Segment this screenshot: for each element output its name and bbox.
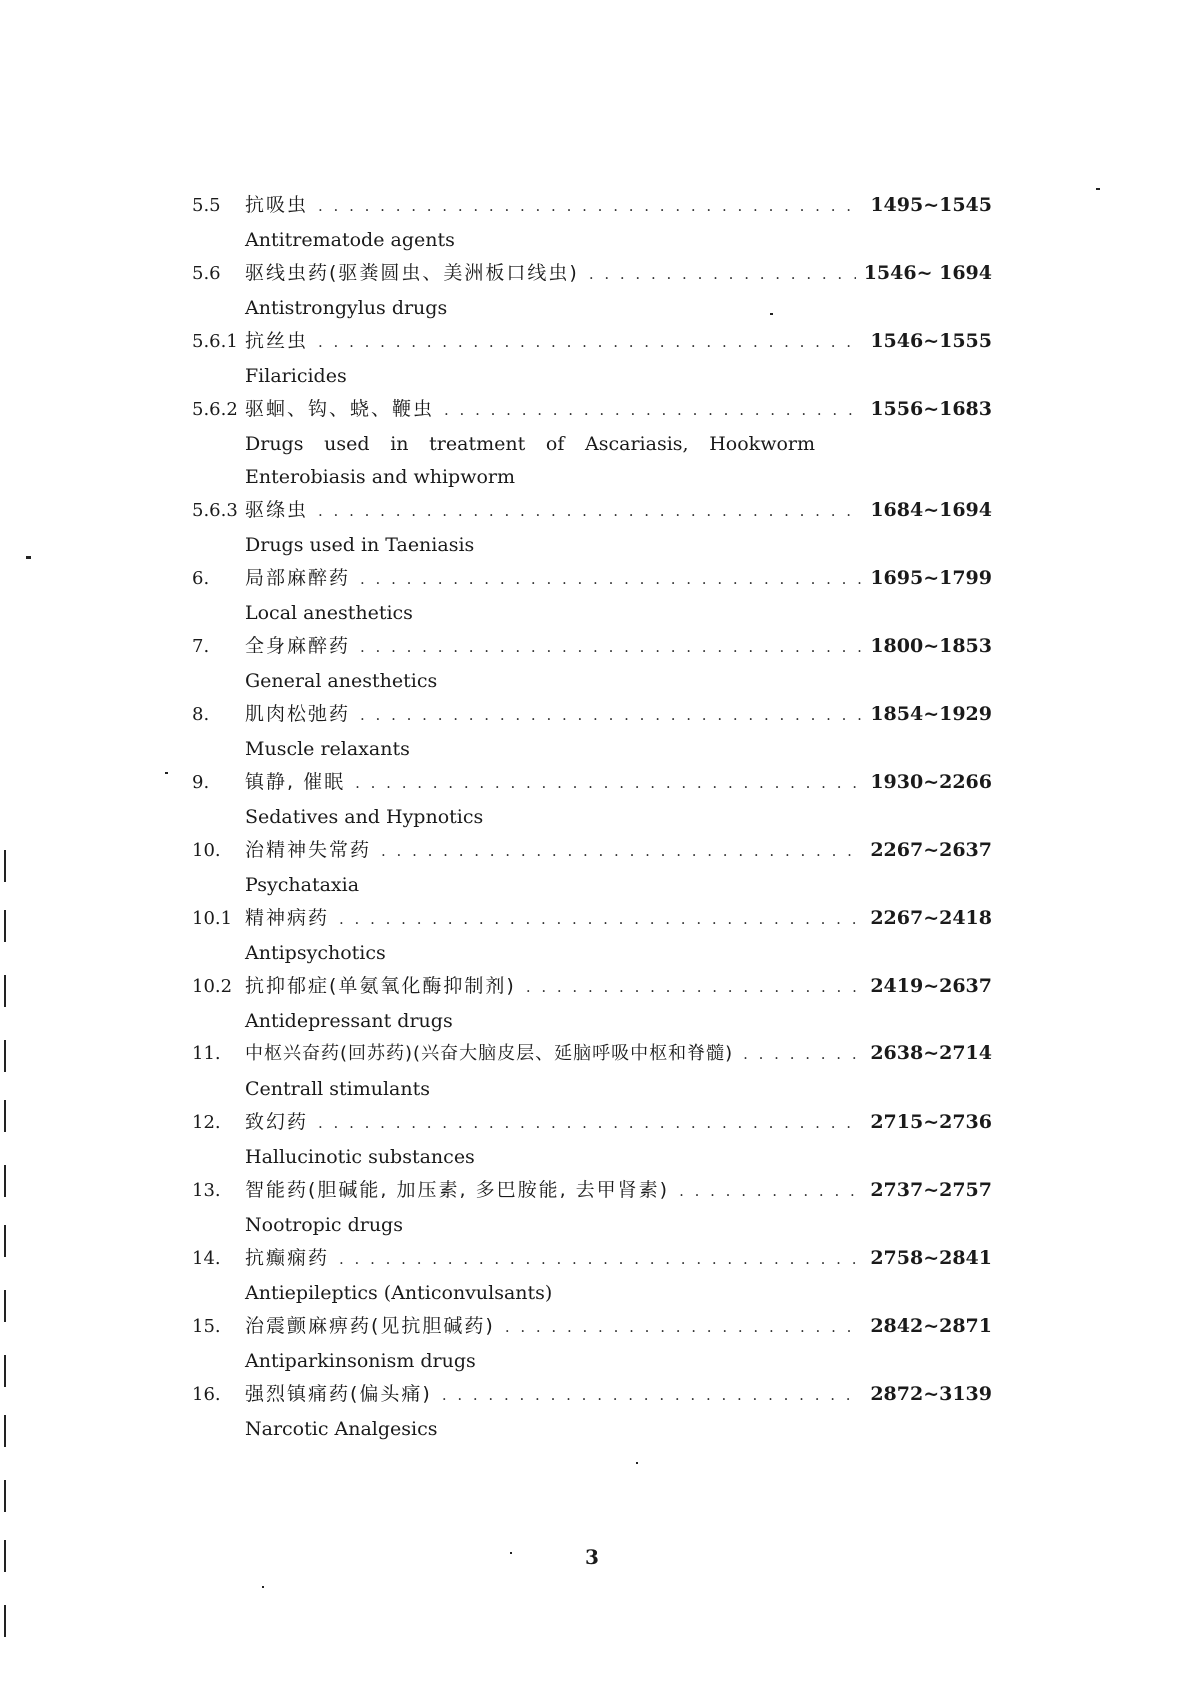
toc-entry: [192, 1039, 992, 1107]
toc-page-range: 1546~ 1694: [863, 262, 992, 284]
toc-title-en: Muscle relaxants: [245, 738, 410, 760]
toc-title-en: Antiepileptics (Anticonvulsants): [245, 1282, 553, 1304]
toc-number: 8.: [192, 704, 210, 725]
toc-number: 9.: [192, 772, 210, 793]
toc-entry: [192, 394, 992, 495]
dot-leader: [679, 1182, 862, 1200]
toc-number: 16.: [192, 1384, 221, 1405]
dot-leader: [360, 706, 862, 724]
dot-leader: [318, 197, 862, 215]
toc-title-zh: 抗丝虫: [245, 330, 309, 352]
toc-title-en: Local anesthetics: [245, 602, 413, 624]
toc-title-zh: 致幻药: [245, 1111, 309, 1133]
toc-title-en: Centrall stimulants: [245, 1078, 430, 1100]
toc-title-en: Antistrongylus drugs: [245, 297, 448, 319]
toc-title-en: Nootropic drugs: [245, 1214, 403, 1236]
toc-number: 11.: [192, 1043, 221, 1064]
toc-page-range: 2872~3139: [870, 1383, 992, 1405]
scan-artifact-speck: [26, 556, 31, 559]
toc-entry: [192, 326, 992, 394]
toc-title-zh: 抗抑郁症(单氨氧化酶抑制剂): [245, 975, 516, 997]
toc-page-range: 2267~2637: [870, 839, 992, 861]
scan-artifact-speck: [165, 772, 168, 774]
scan-artifact-mark: [4, 1100, 6, 1132]
toc-page-range: 2267~2418: [870, 907, 992, 929]
page-number: 3: [585, 1545, 599, 1569]
scan-artifact-mark: [4, 1480, 6, 1512]
toc-page-range: 1684~1694: [870, 499, 992, 521]
toc-title-en: Narcotic Analgesics: [245, 1418, 438, 1440]
toc-title-en: Drugs used in Taeniasis: [245, 534, 475, 556]
scan-artifact-mark: [4, 1605, 6, 1637]
toc-title-zh: 强烈镇痛药(偏头痛): [245, 1383, 432, 1405]
dot-leader: [360, 638, 862, 656]
toc-entry: [192, 563, 992, 631]
toc-page-range: 2419~2637: [870, 975, 992, 997]
dot-leader: [442, 1386, 862, 1404]
toc-entry: [192, 1175, 992, 1243]
toc-title-zh: 抗癫痫药: [245, 1247, 330, 1269]
toc-entry: [192, 835, 992, 903]
toc-title-en: Drugs used in treatment of Ascariasis, Hookworm Enterobiasis and whipworm: [245, 433, 815, 488]
scan-artifact-speck: [1096, 188, 1100, 190]
toc-entry: [192, 190, 992, 258]
toc-entry: [192, 971, 992, 1039]
toc-page-range: 1495~1545: [870, 194, 992, 216]
toc-entry: [192, 258, 992, 326]
toc-title-en: Antidepressant drugs: [245, 1010, 453, 1032]
scan-artifact-mark: [4, 975, 6, 1007]
toc-title-zh: 中枢兴奋药(回苏药)(兴奋大脑皮层、延脑呼吸中枢和脊髓): [245, 1043, 734, 1064]
toc-number: 14.: [192, 1248, 221, 1269]
toc-number: 7.: [192, 636, 210, 657]
scan-artifact-speck: [510, 1552, 512, 1554]
toc-title-zh: 治震颤麻痹药(见抗胆碱药): [245, 1315, 495, 1337]
dot-leader: [526, 978, 862, 996]
toc-entry: [192, 1107, 992, 1175]
toc-page-range: 2758~2841: [870, 1247, 992, 1269]
toc-number: 15.: [192, 1316, 221, 1337]
toc-title-en: Hallucinotic substances: [245, 1146, 475, 1168]
toc-title-zh: 驱蛔、钩、蛲、鞭虫: [245, 398, 435, 420]
toc-number: 6.: [192, 568, 210, 589]
scan-artifact-speck: [770, 313, 773, 315]
toc-page-range: 1546~1555: [870, 330, 992, 352]
toc-page-range: 2737~2757: [870, 1179, 992, 1201]
dot-leader: [318, 333, 862, 351]
toc-title-zh: 治精神失常药: [245, 839, 372, 861]
toc-number: 10.: [192, 840, 221, 861]
toc-title-zh: 肌肉松弛药: [245, 703, 351, 725]
toc-page-range: 1800~1853: [870, 635, 992, 657]
toc-title-zh: 全身麻醉药: [245, 635, 351, 657]
scan-artifact-mark: [4, 1540, 6, 1572]
toc-title-zh: 精神病药: [245, 907, 330, 929]
toc-page-range: 1930~2266: [870, 771, 992, 793]
toc-title-en: Antitrematode agents: [245, 229, 455, 251]
toc-page-range: 2842~2871: [870, 1315, 992, 1337]
toc-title-zh: 驱绦虫: [245, 499, 309, 521]
toc-number: 5.6.3: [192, 500, 238, 521]
toc-page-range: 1556~1683: [870, 398, 992, 420]
toc-number: 5.6.1: [192, 331, 238, 352]
scan-artifact-mark: [4, 910, 6, 942]
toc-number: 10.2: [192, 976, 233, 997]
scan-artifact-mark: [4, 1040, 6, 1072]
toc-page-range: 1854~1929: [870, 703, 992, 725]
table-of-contents: [192, 190, 992, 1447]
toc-number: 5.5: [192, 195, 221, 216]
toc-entry: [192, 903, 992, 971]
toc-title-en: Filaricides: [245, 365, 347, 387]
dot-leader: [355, 774, 862, 792]
toc-title-zh: 镇静, 催眠: [245, 771, 346, 793]
dot-leader: [318, 1114, 862, 1132]
toc-entry: [192, 1243, 992, 1311]
toc-entry: [192, 1311, 992, 1379]
scan-artifact-mark: [4, 1165, 6, 1197]
scan-artifact-mark: [4, 1415, 6, 1447]
toc-entry: [192, 767, 992, 835]
toc-title-en: Antipsychotics: [245, 942, 386, 964]
toc-title-zh: 抗吸虫: [245, 194, 309, 216]
toc-page-range: 1695~1799: [870, 567, 992, 589]
dot-leader: [743, 1045, 862, 1063]
toc-entry: [192, 631, 992, 699]
dot-leader: [360, 570, 862, 588]
toc-title-zh: 智能药(胆碱能, 加压素, 多巴胺能, 去甲肾素): [245, 1179, 670, 1201]
scan-artifact-mark: [4, 1290, 6, 1322]
toc-title-zh: 局部麻醉药: [245, 567, 351, 589]
scan-artifact-speck: [636, 1462, 638, 1464]
scan-artifact-mark: [4, 1225, 6, 1257]
toc-title-en: General anesthetics: [245, 670, 438, 692]
dot-leader: [339, 1250, 862, 1268]
dot-leader: [381, 842, 862, 860]
toc-number: 13.: [192, 1180, 221, 1201]
toc-title-en: Antiparkinsonism drugs: [245, 1350, 476, 1372]
toc-entry: [192, 1379, 992, 1447]
toc-title-en: Sedatives and Hypnotics: [245, 806, 484, 828]
dot-leader: [339, 910, 862, 928]
toc-number: 10.1: [192, 908, 233, 929]
toc-title-en: Psychataxia: [245, 874, 360, 896]
toc-page-range: 2638~2714: [870, 1042, 992, 1064]
dot-leader: [589, 265, 856, 283]
scan-artifact-mark: [4, 1355, 6, 1387]
dot-leader: [318, 502, 862, 520]
toc-page-range: 2715~2736: [870, 1111, 992, 1133]
toc-number: 5.6: [192, 263, 221, 284]
dot-leader: [505, 1318, 862, 1336]
scan-artifact-speck: [262, 1586, 264, 1588]
toc-number: 5.6.2: [192, 399, 238, 420]
dot-leader: [444, 401, 862, 419]
toc-entry: [192, 699, 992, 767]
toc-entry: [192, 495, 992, 563]
scan-artifact-mark: [4, 850, 6, 882]
toc-title-zh: 驱线虫药(驱粪圆虫、美洲板口线虫): [245, 262, 579, 284]
toc-number: 12.: [192, 1112, 221, 1133]
